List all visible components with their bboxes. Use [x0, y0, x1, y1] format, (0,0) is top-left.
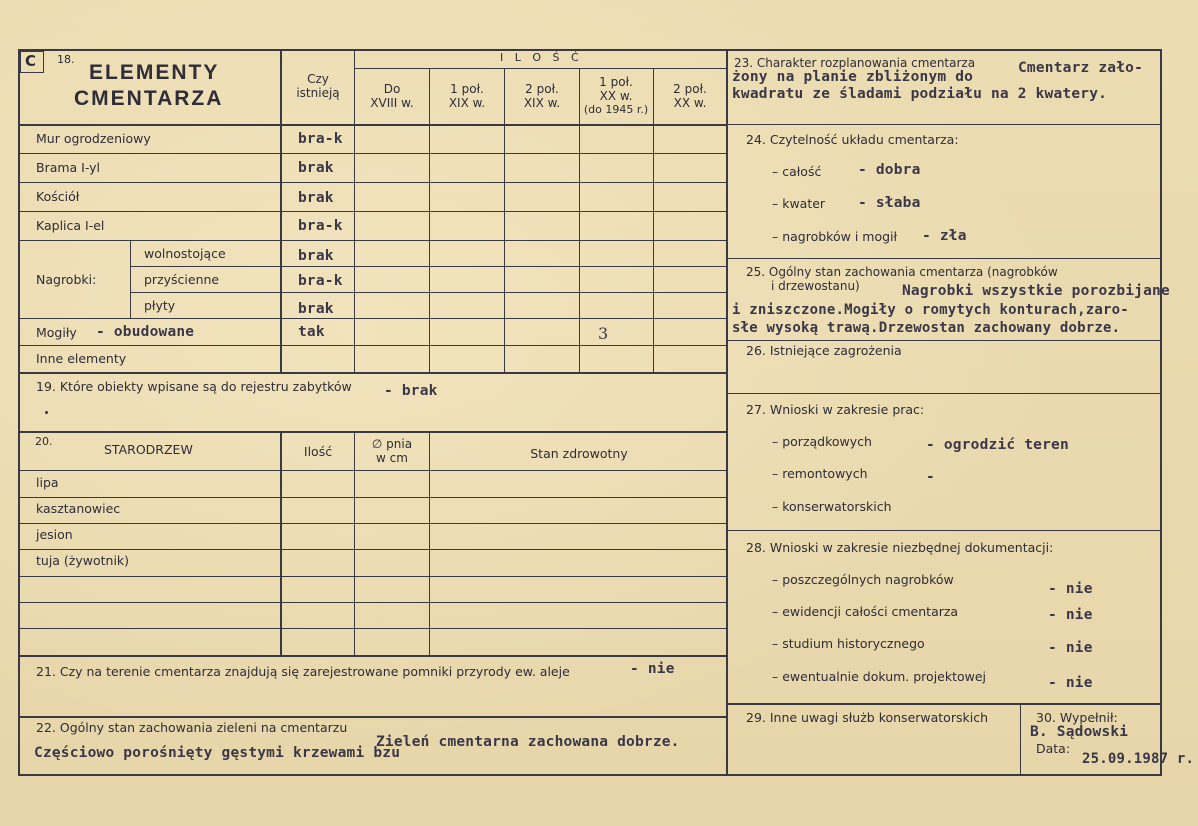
section-20-number: 20. [35, 435, 53, 448]
section-25-line2: i zniszczone.Mogiły o romytych konturach,zaro- [732, 302, 1129, 318]
section-19-dot [45, 411, 48, 414]
section-22-line2: Częściowo porośnięty gęstymi krzewami bzu [34, 745, 401, 761]
row-kaplica-label: Kaplica I-el [36, 218, 105, 233]
s28-item-2-value: - nie [1048, 607, 1093, 623]
section-23-line1: Cmentarz zało- [1018, 60, 1144, 76]
s28-item-1-value: - nie [1048, 581, 1093, 597]
tree-jesion: jesion [36, 527, 73, 542]
section-25-label-line1: 25. Ogólny stan zachowania cmentarza (nagrobków [746, 265, 1058, 279]
s27-item-porzadkowych-value: - ogrodzić teren [926, 437, 1069, 453]
section-18-title-line1: ELEMENTY [89, 61, 220, 84]
tree-kasztanowiec: kasztanowiec [36, 501, 121, 516]
section-26-label: 26. Istniejące zagrożenia [746, 343, 902, 358]
section-18-title-line2: CMENTARZA [74, 87, 224, 110]
section-30-label: 30. Wypełnił: [1036, 710, 1118, 725]
s27-item-konserwatorskich-label: – konserwatorskich [772, 499, 892, 514]
section-22-label: 22. Ogólny stan zachowania zieleni na cmentarzu [36, 720, 348, 735]
section-19-label: 19. Które obiekty wpisane są do rejestru zabytków [36, 379, 352, 394]
col-period-4: 1 poł. XX w. (do 1945 r.) [583, 75, 649, 116]
tree-lipa: lipa [36, 475, 59, 490]
section-21-value: - nie [630, 661, 675, 677]
s28-item-3-label: – studium historycznego [772, 636, 925, 651]
s27-item-porzadkowych-label: – porządkowych [772, 434, 872, 449]
section-30-date-label: Data: [1036, 741, 1071, 756]
section-29-label: 29. Inne uwagi służb konserwatorskich [746, 710, 988, 725]
s24-item-nagrobkow-label: – nagrobków i mogił [772, 229, 898, 244]
value-plyty: brak [298, 301, 334, 317]
section-19-value: - brak [384, 383, 438, 399]
s24-item-calosc-value: - dobra [858, 162, 921, 178]
row-mur-label: Mur ogrodzeniowy [36, 131, 151, 146]
section-21-label: 21. Czy na terenie cmentarza znajdują się zarejestrowane pomniki przyrody ew. aleje [36, 664, 570, 679]
card-letter: C [25, 52, 37, 70]
row-przyscienne-label: przyścienne [144, 272, 220, 287]
s24-item-kwater-value: - słaba [858, 195, 921, 211]
value-mur: bra-k [298, 131, 343, 147]
s27-item-remontowych-label: – remontowych [772, 466, 868, 481]
col-stan-zdrowotny: Stan zdrowotny [530, 446, 628, 461]
value-wolnostojace: brak [298, 248, 334, 264]
section-27-label: 27. Wnioski w zakresie prac: [746, 402, 925, 417]
value-przyscienne: bra-k [298, 273, 343, 289]
mogily-typed-note: - obudowane [96, 324, 195, 340]
row-mogily-label: Mogiły [36, 325, 77, 340]
value-kosciol: brak [298, 190, 334, 206]
section-20-title: STARODRZEW [104, 442, 193, 457]
section-30-date: 25.09.1987 r. [1082, 751, 1195, 767]
row-plyty-label: płyty [144, 298, 176, 313]
value-kaplica: bra-k [298, 218, 343, 234]
section-18-number: 18. [57, 53, 75, 66]
section-22-line1: Zieleń cmentarna zachowana dobrze. [376, 734, 680, 750]
s28-item-3-value: - nie [1048, 640, 1093, 656]
s28-item-1-label: – poszczególnych nagrobków [772, 572, 954, 587]
section-23-line3: kwadratu ze śladami podziału na 2 kwatery. [732, 86, 1108, 102]
section-30-name: B. Sądowski [1030, 724, 1129, 740]
col-ilosc: Ilość [303, 444, 333, 459]
col-ilosc-heading: I L O Ś Ć [500, 51, 583, 64]
section-24-label: 24. Czytelność układu cmentarza: [746, 132, 959, 147]
s24-item-kwater-label: – kwater [772, 196, 826, 211]
tree-tuja: tuja (żywotnik) [36, 553, 130, 568]
row-brama-label: Brama I-yl [36, 160, 101, 175]
value-brama: brak [298, 160, 334, 176]
s24-item-nagrobkow-value: - zła [922, 228, 967, 244]
col-pien: ∅ pnia w cm [371, 437, 413, 465]
col-czy-istnieja: Czy istnieją [296, 72, 340, 100]
col-period-2: 1 poł. XIX w. [448, 82, 486, 110]
s27-item-remontowych-value: - [926, 469, 935, 485]
s24-item-calosc-label: – całość [772, 164, 822, 179]
row-kosciol-label: Kościół [36, 189, 80, 204]
card-letter-box [20, 51, 44, 73]
section-28-label: 28. Wnioski w zakresie niezbędnej dokumentacji: [746, 540, 1054, 555]
s28-item-4-value: - nie [1048, 675, 1093, 691]
col-period-1: Do XVIII w. [370, 82, 414, 110]
value-mogily: tak [298, 324, 325, 340]
col-period-3: 2 poł. XIX w. [523, 82, 561, 110]
section-25-line3: słe wysoką trawą.Drzewostan zachowany dobrze. [732, 320, 1121, 336]
row-inne-label: Inne elementy [36, 351, 127, 366]
section-23-line2: żony na planie zbliżonym do [732, 69, 974, 85]
row-wolnostojace-label: wolnostojące [144, 246, 226, 261]
col-period-5: 2 poł. XX w. [673, 82, 707, 110]
section-25-line1: Nagrobki wszystkie porozbijane [902, 283, 1170, 299]
s28-item-4-label: – ewentualnie dokum. projektowej [772, 669, 987, 684]
section-25-label-line2: i drzewostanu) [771, 279, 860, 293]
s28-item-2-label: – ewidencji całości cmentarza [772, 604, 959, 619]
section-23-label: 23. Charakter rozplanowania cmentarza [734, 56, 976, 70]
mogily-count-1945: 3 [598, 324, 609, 343]
row-nagrobki-label: Nagrobki: [36, 272, 97, 287]
